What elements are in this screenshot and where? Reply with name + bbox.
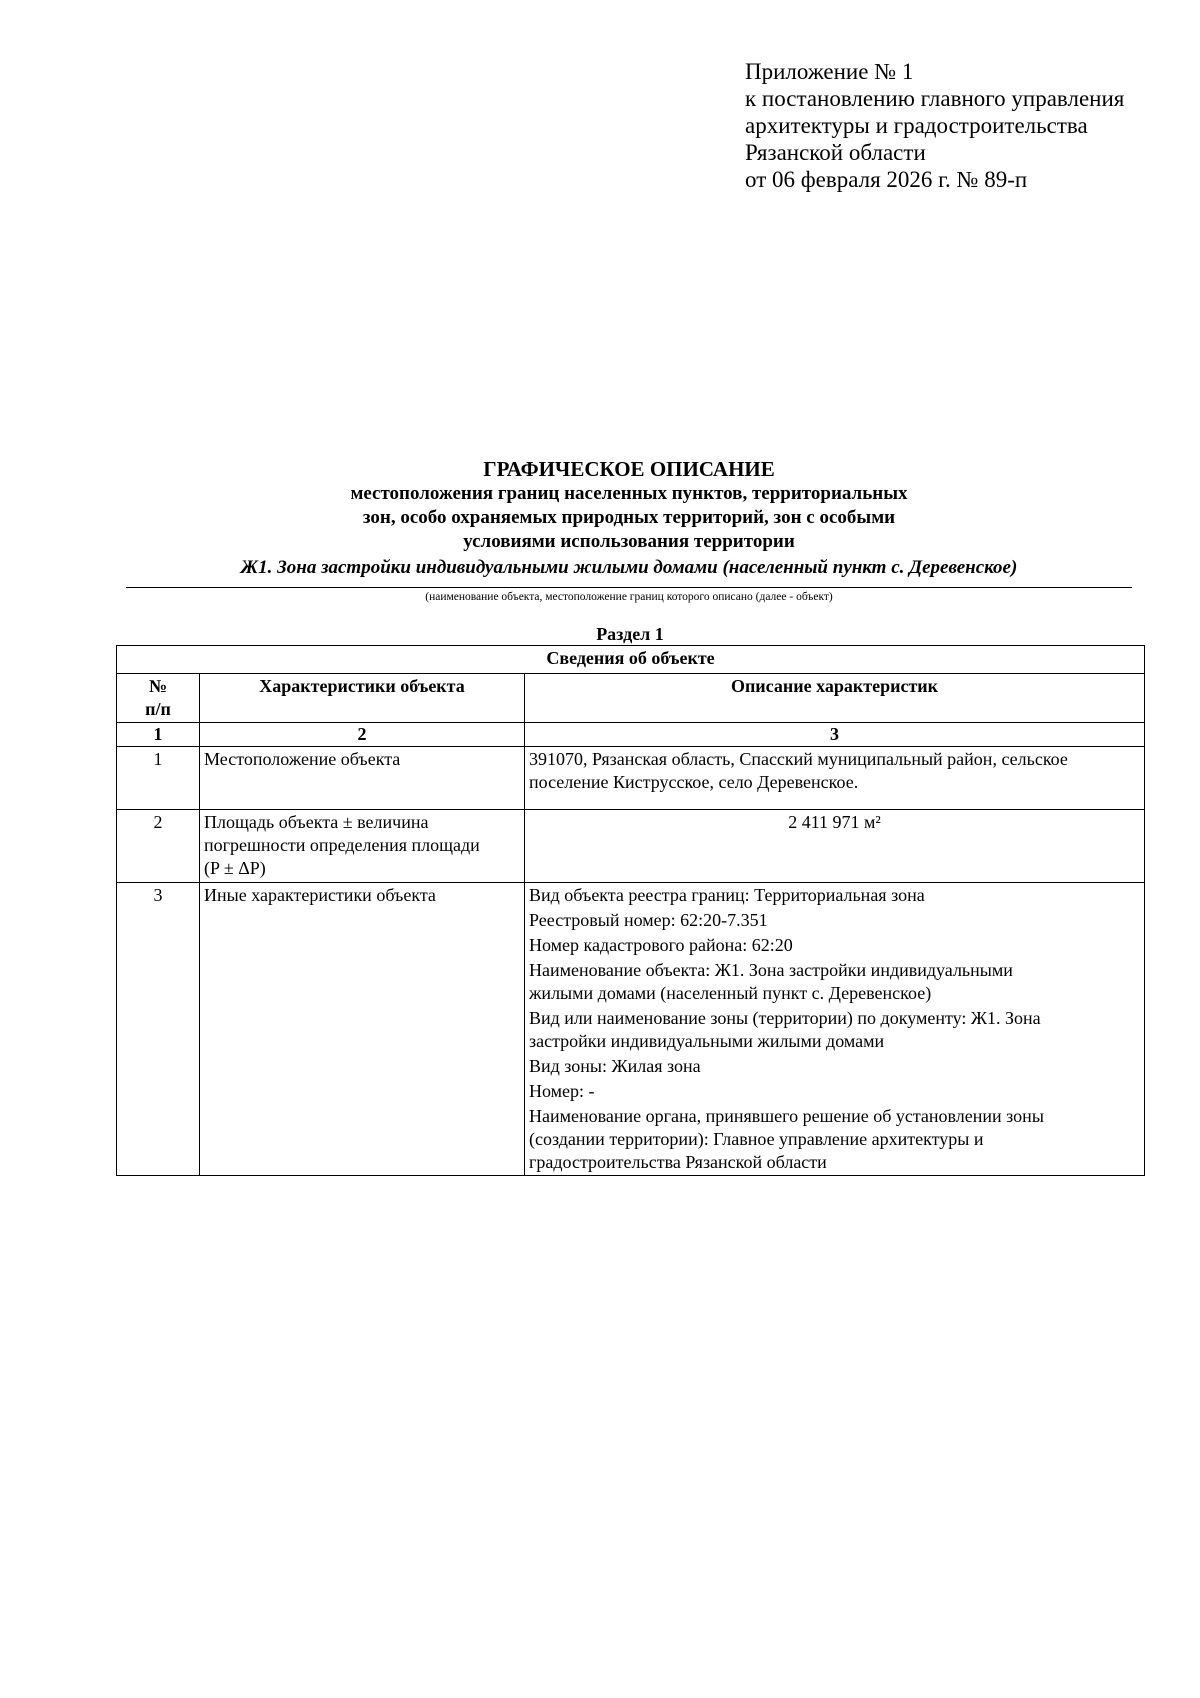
- description-line: градостроительства Рязанской области: [529, 1152, 827, 1172]
- row-number: 3: [117, 883, 200, 1176]
- document-subtitle-line: местоположения границ населенных пунктов, территориальных: [350, 483, 908, 504]
- table-caption: Сведения об объекте: [117, 646, 1145, 674]
- column-number: 1: [117, 723, 200, 747]
- description-line: поселение Киструсское, село Деревенское.: [529, 772, 859, 792]
- row-characteristic: [200, 810, 525, 883]
- description-paragraph: [529, 1105, 1140, 1174]
- description-paragraph: [529, 1080, 1140, 1103]
- description-line: Вид зоны: Жилая зона: [529, 1056, 701, 1076]
- description-line: Наименование объекта: Ж1. Зона застройки индивидуальными: [529, 960, 1013, 980]
- row-number: 2: [117, 810, 200, 883]
- appendix-line: к постановлению главного управления: [745, 86, 1125, 111]
- header-number-line2: п/п: [145, 699, 171, 719]
- description-paragraph: [529, 1055, 1140, 1078]
- table-header-row: [117, 674, 1145, 723]
- description-line: жилыми домами (населенный пункт с. Деревенское): [529, 983, 932, 1003]
- table-row: [117, 883, 1145, 1176]
- document-subtitle-line: условиями использования территории: [463, 531, 795, 552]
- description-line: Номер: -: [529, 1081, 595, 1101]
- description-paragraph: [529, 1007, 1140, 1053]
- object-name-underline: [126, 587, 1132, 588]
- characteristic-line: погрешности определения площади: [204, 835, 480, 855]
- description-line: 391070, Рязанская область, Спасский муниципальный район, сельское: [529, 749, 1068, 769]
- header-characteristics: Характеристики объекта: [200, 674, 525, 723]
- column-number: 3: [525, 723, 1145, 747]
- description-line: Номер кадастрового района: 62:20: [529, 935, 793, 955]
- description-paragraph: [529, 884, 1140, 907]
- description-paragraph: [529, 959, 1140, 1005]
- description-line: Реестровый номер: 62:20-7.351: [529, 910, 768, 930]
- description-line: Вид объекта реестра границ: Территориальная зона: [529, 885, 925, 905]
- table-caption-row: [117, 646, 1145, 674]
- characteristic-line: Местоположение объекта: [204, 749, 401, 769]
- characteristic-line: Иные характеристики объекта: [204, 885, 436, 905]
- object-info-table: [116, 645, 1145, 1176]
- row-description: [525, 883, 1145, 1176]
- document-subtitle-line: зон, особо охраняемых природных территорий, зон с особыми: [362, 507, 896, 528]
- appendix-line: от 06 февраля 2026 г. № 89-п: [745, 167, 1028, 192]
- characteristic-line: Площадь объекта ± величина: [204, 812, 429, 832]
- appendix-line: архитектуры и градостроительства: [745, 113, 1088, 138]
- column-number: 2: [200, 723, 525, 747]
- characteristic-line: (P ± ΔP): [204, 858, 266, 878]
- header-number: [117, 674, 200, 723]
- description-line: застройки индивидуальными жилыми домами: [529, 1031, 885, 1051]
- description-line: Наименование органа, принявшего решение об установлении зоны: [529, 1106, 1044, 1126]
- description-paragraph: [529, 909, 1140, 932]
- appendix-header: [745, 58, 1124, 193]
- row-characteristic: [200, 747, 525, 810]
- description-line: (создании территории): Главное управление архитектуры и: [529, 1129, 984, 1149]
- document-title: ГРАФИЧЕСКОЕ ОПИСАНИЕ: [483, 457, 775, 481]
- table-row: [117, 810, 1145, 883]
- header-number-line1: №: [148, 676, 168, 696]
- column-number-row: [117, 723, 1145, 747]
- document-title-block: [126, 456, 1132, 580]
- row-characteristic: [200, 883, 525, 1176]
- object-name-note: (наименование объекта, местоположение границ которого описано (далее - объект): [425, 591, 833, 603]
- header-description: Описание характеристик: [525, 674, 1145, 723]
- appendix-line: Рязанской области: [745, 140, 926, 165]
- row-description-area: 2 411 971 м²: [525, 810, 1145, 883]
- object-name: Ж1. Зона застройки индивидуальными жилыми домами (населенный пункт с. Деревенское): [240, 557, 1018, 578]
- row-description: [525, 747, 1145, 810]
- description-paragraph: [529, 934, 1140, 957]
- table-row: [117, 747, 1145, 810]
- row-number: 1: [117, 747, 200, 810]
- description-line: Вид или наименование зоны (территории) по документу: Ж1. Зона: [529, 1008, 1041, 1028]
- appendix-line: Приложение № 1: [745, 59, 914, 84]
- section-title: Раздел 1: [596, 624, 664, 644]
